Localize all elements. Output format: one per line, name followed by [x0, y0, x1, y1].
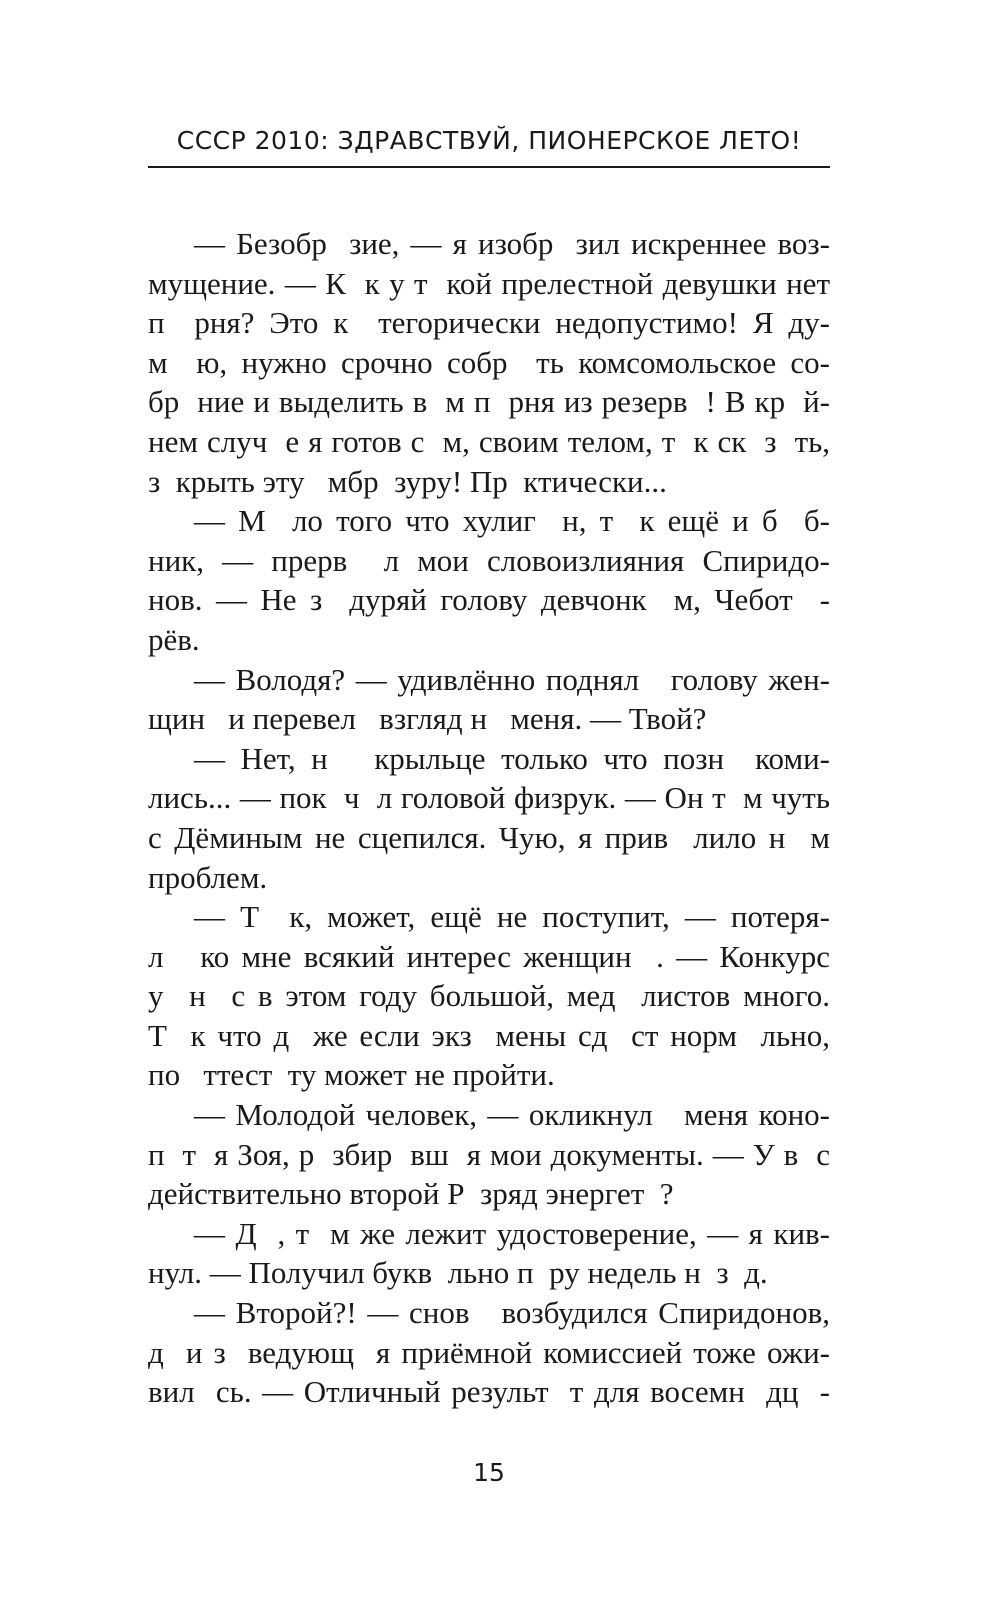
- text-line: — Т к, может, ещё не поступит, — потеря-: [194, 899, 830, 935]
- text-block: [148, 224, 830, 1412]
- text-line: мущение. — К к у т кой прелестной девушки нет: [148, 265, 830, 301]
- text-line: з крыть эту мбр зуру! Пр ктически...: [148, 463, 667, 499]
- text-line: у н с в этом году большой, мед листов много.: [148, 978, 830, 1014]
- text-line: щин и перевел взгляд н меня. — Твой?: [148, 701, 707, 737]
- text-line: нем случ е я готов с м, своим телом, т к ск з ть,: [148, 423, 830, 459]
- text-line: — Володя? — удивлённо поднял голову жен-: [194, 661, 830, 697]
- running-head-rule: [148, 166, 830, 168]
- text-line: п т я Зоя, р збир вш я мои документы. — У в с: [148, 1136, 830, 1172]
- text-line: — Д , т м же лежит удостоверение, — я кив-: [194, 1215, 830, 1251]
- text-line: нул. — Получил букв льно п ру недель н з д.: [148, 1255, 768, 1291]
- text-line: проблем.: [148, 859, 268, 895]
- text-line: вил сь. — Отличный результ т для восемн дц -: [148, 1374, 830, 1410]
- text-line: лись... — пок ч л головой физрук. — Он т м чуть: [148, 780, 830, 816]
- text-line: д и з ведующ я приёмной комиссией тоже ожи-: [148, 1334, 830, 1370]
- text-line: — Молодой человек, — окликнул меня коно-: [194, 1097, 830, 1133]
- text-line: — М ло того что хулиг н, т к ещё и б б-: [194, 503, 830, 539]
- text-line: — Безобр зие, — я изобр зил искреннее воз-: [194, 226, 830, 261]
- running-head: СССР 2010: ЗДРАВСТВУЙ, ПИОНЕРСКОЕ ЛЕТО!: [176, 126, 802, 155]
- text-line: нов. — Не з дуряй голову девчонк м, Чебот -: [148, 582, 830, 618]
- text-line: с Дёминым не сцепился. Чую, я прив лило н м: [148, 819, 830, 855]
- text-line: по ттест ту может не пройти.: [148, 1057, 555, 1093]
- page-number: 15: [473, 1458, 505, 1487]
- text-line: действительно второй Р зряд энергет ?: [148, 1176, 674, 1212]
- text-line: л ко мне всякий интерес женщин . — Конкурс: [148, 938, 830, 974]
- text-line: ник, — прерв л мои словоизлияния Спиридо-: [148, 542, 830, 578]
- text-line: Т к что д же если экз мены сд ст норм льно,: [148, 1017, 830, 1053]
- text-line: п рня? Это к тегорически недопустимо! Я ду-: [148, 305, 830, 341]
- text-line: м ю, нужно срочно собр ть комсомольское со-: [148, 344, 830, 380]
- text-line: рёв.: [148, 621, 200, 657]
- text-line: — Нет, н крыльце только что позн коми-: [194, 740, 830, 776]
- text-line: бр ние и выделить в м п рня из резерв ! В кр й-: [148, 384, 830, 420]
- text-line: — Второй?! — снов возбудился Спиридонов,: [194, 1295, 830, 1331]
